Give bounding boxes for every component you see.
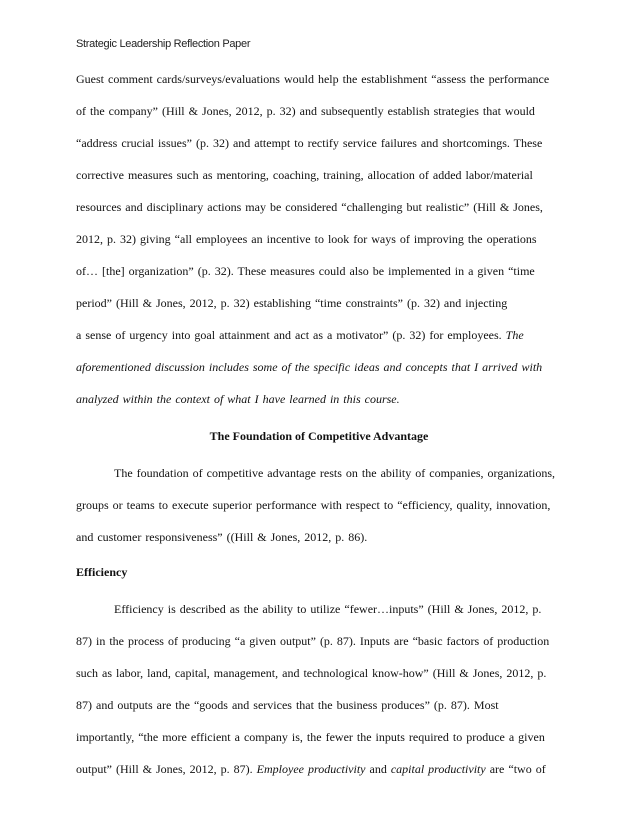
paragraph-line xyxy=(76,762,546,777)
italic-text: The xyxy=(505,328,524,342)
italic-term: Employee productivity xyxy=(256,762,366,776)
paragraph-line: groups or teams to execute superior performance with respect to “efficiency, quality, innovation, xyxy=(76,498,551,512)
paragraph-line: of… [the] organization” (p. 32). These measures could also be implemented in a given “time xyxy=(76,264,535,278)
paragraph-line: corrective measures such as mentoring, coaching, training, allocation of added labor/material xyxy=(76,168,533,182)
italic-term: capital productivity xyxy=(390,762,486,776)
paragraph-line: “address crucial issues” (p. 32) and attempt to rectify service failures and shortcomings. These xyxy=(76,136,543,150)
paragraph-line xyxy=(76,328,524,343)
paragraph-text: and xyxy=(369,762,387,776)
paragraph-line: Guest comment cards/surveys/evaluations would help the establishment “assess the performance xyxy=(76,72,550,86)
section-heading: The Foundation of Competitive Advantage xyxy=(209,429,429,443)
running-header: Strategic Leadership Reflection Paper xyxy=(76,38,251,50)
paragraph-line: Efficiency is described as the ability to utilize “fewer…inputs” (Hill & Jones, 2012, p. xyxy=(114,602,542,616)
paragraph-text: a sense of urgency into goal attainment and act as a motivator” (p. 32) for employees. xyxy=(76,328,502,342)
paragraph-line: period” (Hill & Jones, 2012, p. 32) establishing “time constraints” (p. 32) and injecting xyxy=(76,296,508,310)
paragraph-line: of the company” (Hill & Jones, 2012, p. 32) and subsequently establish strategies that would xyxy=(76,104,535,118)
paragraph-text: output” (Hill & Jones, 2012, p. 87). xyxy=(76,762,253,776)
paragraph-line: The foundation of competitive advantage rests on the ability of companies, organizations, xyxy=(114,466,555,480)
paragraph-text: are “two of xyxy=(489,762,546,776)
paragraph-line: and customer responsiveness” ((Hill & Jones, 2012, p. 86). xyxy=(76,530,368,544)
paragraph-line-italic: analyzed within the context of what I have learned in this course. xyxy=(76,392,400,406)
paragraph-line-italic: aforementioned discussion includes some of the specific ideas and concepts that I arrived with xyxy=(76,360,543,374)
paragraph-line: 87) and outputs are the “goods and services that the business produces” (p. 87). Most xyxy=(76,698,499,712)
paragraph-line: importantly, “the more efficient a company is, the fewer the inputs required to produce a given xyxy=(76,730,545,744)
paragraph-line: 87) in the process of producing “a given output” (p. 87). Inputs are “basic factors of production xyxy=(76,634,550,648)
paragraph-line: resources and disciplinary actions may be considered “challenging but realistic” (Hill & Jones, xyxy=(76,200,543,214)
subsection-heading: Efficiency xyxy=(76,565,128,579)
paragraph-line: 2012, p. 32) giving “all employees an incentive to look for ways of improving the operations xyxy=(76,232,537,246)
paragraph-line: such as labor, land, capital, management, and technological know-how” (Hill & Jones, 2012, p. xyxy=(76,666,547,680)
